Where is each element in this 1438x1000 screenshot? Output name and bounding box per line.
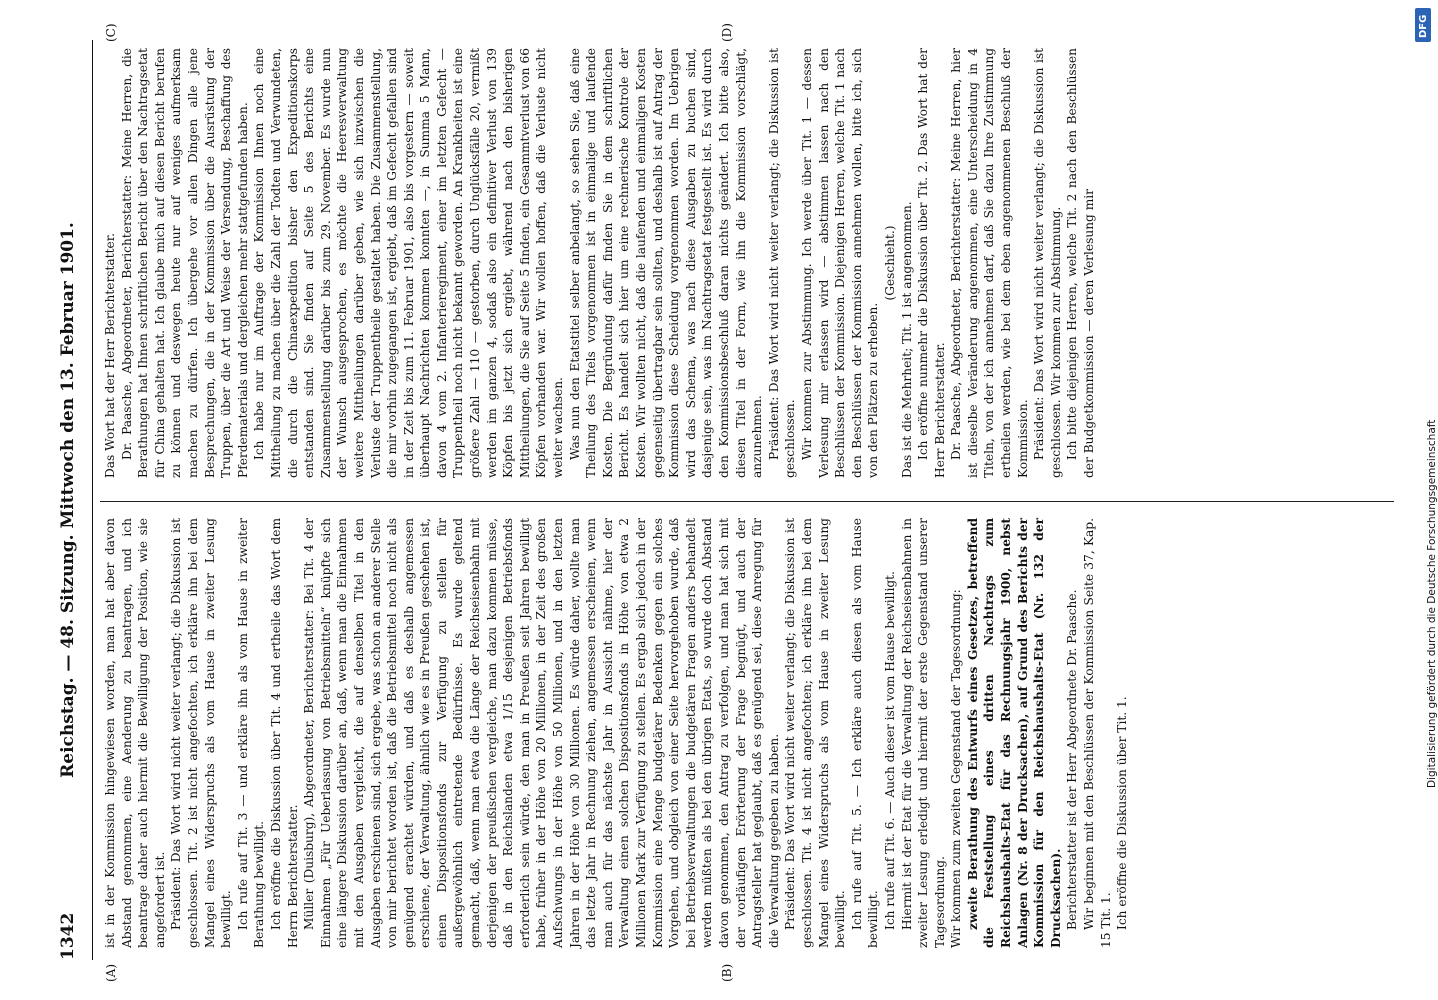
right-column-paragraph: Präsident: Das Wort wird nicht weiter verlangt; die Diskussion ist geschlossen. Wir kommen zur Abstimmung. bbox=[1032, 48, 1063, 478]
left-column-paragraph: Ich rufe auf Tit. 5. — Ich erkläre auch diesen als vom Hause bewilligt. bbox=[849, 518, 881, 948]
right-column-paragraph: Ich habe nur im Auftrage der Kommission Ihnen noch eine Mittheilung zu machen über die Zahl der Todten und Verwundeten, die durch die Chinaexpedition bisher den Expeditionskorps entstanden sind. Sie finden auf Seite 5 des Berichts eine Zusammenstellung darüber bis zum 29. November. Es wurde nun der Wunsch ausgesprochen, es möchte die Heeresverwaltung weitere Mittheilungen darüber geben, wie sich inzwischen die Verluste der Truppentheile gestaltet haben. Die Zusammenstellung, die mir vorhin zugegangen ist, ergiebt, daß im Gefecht gefallen sind in der Zeit bis zum 11. Februar 1901, also bis vorgestern — soweit überhaupt Nachrichten kommen konnten —, in Summa 5 Mann, davon 4 vom 2. Infanterieregiment, einer im letzten Gefecht — Truppentheil noch nicht bekannt geworden. An Krankheiten ist eine größere Zahl — 110 — gestorben, durch Unglücksfälle 20, vermißt werden im ganzen 4, sodaß also ein definitiver Verlust von 139 Köpfen bis jetzt sich ergiebt, während nach den bisherigen Mittheilungen, die Sie auf Seite 5 finden, ein Gesammtverlust von 66 Köpfen vorhanden war. Wir wollen hoffen, daß die Verluste nicht weiter wachsen. bbox=[252, 48, 566, 478]
page-title: Reichstag. — 48. Sitzung. Mittwoch den 13. Februar 1901. bbox=[58, 222, 78, 778]
left-column-paragraph: Präsident: Das Wort wird nicht weiter verlangt; die Diskussion ist geschlossen. Tit. 2 ist nicht angefochten, ich erkläre ihn bei dem Mangel eines Widerspruchs als vom Hause in zweiter Lesung bewilligt. bbox=[169, 518, 234, 948]
right-column-paragraph: (Geschieht.) bbox=[882, 225, 897, 301]
page-number: 1342 bbox=[58, 912, 78, 960]
dfg-logo bbox=[1415, 8, 1431, 42]
right-column bbox=[102, 48, 1394, 478]
marker-a: (A) bbox=[104, 963, 118, 982]
right-column-paragraph: Dr. Paasche, Abgeordneter, Berichterstatter: Meine Herren, die Berathungen hat Ihnen schriftlichen Bericht über den Nachtragsetat für China gehalten hat. Ich glaube mich auf diesen Bericht berufen zu können und deswegen heute nur auf weniges aufmerksam machen zu dürfen. Ich übergehe vor allen Dingen alle jene Besprechungen, die in der Kommission über die Ausrüstung der Truppen, über die Art und Weise der Versendung, Beschaffung des Pferdematerials und dergleichen mehr stattgefunden haben. bbox=[119, 48, 250, 478]
left-column-paragraph: Hiermit ist der Etat für die Verwaltung der Reichseisenbahnen in zweiter Lesung erledigt und hiermit der erste Gegenstand unserer Tagesordnung. bbox=[899, 518, 947, 948]
right-column-paragraph: Ich bitte diejenigen Herren, welche Tit. 2 nach den Beschlüssen der Budgetkommission — deren Verlesung mir bbox=[1065, 48, 1097, 478]
right-column-paragraph: Ich eröffne nunmehr die Diskussion über Tit. 2. Das Wort hat der Herr Berichterstatter. bbox=[916, 48, 947, 478]
marker-c: (C) bbox=[104, 23, 118, 42]
left-column bbox=[102, 518, 1394, 948]
left-column-paragraph: Präsident: Das Wort wird nicht weiter verlangt; die Diskussion ist geschlossen. Tit. 4 ist nicht angefochten; ich erkläre ihn bei dem Mangel eines Widerspruchs als vom Hause in zweiter Lesung bewilligt. bbox=[783, 518, 848, 948]
left-column-paragraph: Berichterstatter ist der Herr Abgeordnete Dr. Paasche. bbox=[1065, 589, 1080, 930]
left-column-paragraph: Müller (Duisburg), Abgeordneter, Berichterstatter: Bei Tit. 4 der Einnahmen „Für Ueberlassung von Betriebsmitteln“ knüpfte sich eine längere Diskussion darüber an, daß, wenn man die Einnahmen mit den Ausgaben vergleicht, die auf denselben Titel in den Ausgaben erschienen sind, sich ergebe, was schon an anderer Stelle von mir berichtet worden ist, daß die Betriebsmittel noch nicht als genügend erachtet würden, und daß es deshalb angemessen erschiene, der Verwaltung, ähnlich wie es in Preußen geschehen ist, einen Dispositionsfonds zur Verfügung zu stellen für außergewöhnlich eintretende Bedürfnisse. Es wurde geltend gemacht, daß, wenn man etwa die Länge der Reichseisenbahn mit derjenigen der preußischen vergleiche, man dazu kommen müsse, daß in den Reichslanden etwa 1/15 desjenigen Betriebsfonds erforderlich sein würde, den man in Preußen seit Jahren bewilligt habe, früher in der Höhe von 20 Millionen, in der Zeit des großen Aufschwungs in der Höhe von 50 Millionen, und in den letzten Jahren in der Höhe von 30 Millionen. Es würde daher, wollte man das letzte Jahr in Rechnung ziehen, angemessen erscheinen, wenn man auch für das nächste Jahr in Aussicht nähme, hier der Verwaltung einen solchen Dispositionsfonds in Höhe von etwa 2 Millionen Mark zur Verfügung zu stellen. Es ergab sich jedoch in der Kommission eine Menge budgetärer Bedenken gegen ein solches Vorgehen, und obgleich von einer Seite hervorgehoben wurde, daß bei Betriebsverwaltungen die budgetären Fragen anders behandelt werden müßten als bei den übrigen Etats, so wurde doch Abstand davon genommen, den Antrag zu verfolgen, und man hat sich mit der vorläufigen Erörterung der Frage begnügt, und auch der Antragsteller hat geglaubt, daß es genügend sei, diese Anregung für die Verwaltung gegeben zu haben. bbox=[302, 518, 781, 948]
dfg-logo-text: DFG bbox=[1418, 14, 1429, 38]
right-column-paragraph: Präsident: Das Wort wird nicht weiter verlangt; die Diskussion ist geschlossen. bbox=[766, 48, 798, 478]
right-column-paragraph: Wir kommen zur Abstimmung. Ich werde über Tit. 1 — dessen Verlesung mir erlassen wird — abstimmen lassen nach den Beschlüssen der Kommission. Diejenigen Herren, welche Tit. 1 nach den Beschlüssen der Kommission annehmen wollen, bitte ich, sich von den Plätzen zu erheben. bbox=[799, 48, 881, 478]
right-column-paragraph: Was nun den Etatstitel selber anbelangt, so sehen Sie, daß eine Theilung des Titels vorgenommen ist in einmalige und laufende Kosten. Die Begründung dafür finden Sie in dem schriftlichen Bericht. Es handelt sich hier um eine rechnerische Kontrole der Kosten. Wir wollten nicht, daß die laufenden und einmaligen Kosten gegenseitig übertragbar sein sollten, und deshalb ist auf Antrag der Kommission diese Scheidung vorgenommen worden. Im Uebrigen wird das Schema, was nach diese Ausgaben zu buchen sind, dasjenige sein, was im Nachtragsetat festgestellt ist. Es wird durch den Kommissionsbeschluß daran nichts geändert. Ich bitte also, diesen Titel in der Form, wie ihn die Kommission vorschlägt, anzunehmen. bbox=[567, 48, 765, 478]
digitization-credit-text: Digitalisierung gefördert durch die Deutsche Forschungsgemeinschaft bbox=[1426, 419, 1438, 788]
left-column-paragraph: Ich eröffne die Diskussion über Tit. 1. bbox=[1115, 696, 1130, 930]
right-column-paragraph: Dr. Paasche, Abgeordneter, Berichterstatter: Meine Herren, hier ist dieselbe Veränderung angenommen, eine Unterscheidung in 4 Titeln, von der ich annehmen darf, daß Sie dazu Ihre Zustimmung ertheilen werden, wie bei dem eben angenommenen Beschluß der Kommission. bbox=[949, 48, 1030, 478]
left-column-paragraph: Ich rufe auf Tit. 6. — Auch dieser ist vom Hause bewilligt. bbox=[882, 571, 897, 930]
column-divider bbox=[100, 501, 1394, 502]
right-column-paragraph: Das ist die Mehrheit; Tit. 1 ist angenommen. bbox=[899, 201, 914, 478]
right-column-paragraph: Das Wort hat der Herr Berichterstatter. bbox=[103, 232, 117, 478]
left-column-paragraph: Wir kommen zum zweiten Gegenstand der Tagesordnung: bbox=[949, 589, 964, 948]
left-column-paragraph: Ich rufe auf Tit. 3 — und erkläre ihn als vom Hause in zweiter Berathung bewilligt. bbox=[235, 518, 267, 948]
left-column-paragraph: zweite Berathung des Entwurfs eines Gesetzes, betreffend die Feststellung eines dritten Nachtrags zum Reichshaushalts-Etat für das Rechnungsjahr 1900, nebst Anlagen (Nr. 8 der Drucksachen), auf Grund des Berichts der Kommission für den Reichshaushalts-Etat (Nr. 132 der Drucksachen). bbox=[965, 518, 1063, 948]
marker-b: (B) bbox=[720, 963, 734, 982]
left-column-paragraph: Ich eröffne die Diskussion über Tit. 4 und ertheile das Wort dem Herrn Berichterstatter. bbox=[268, 518, 300, 948]
marker-d: (D) bbox=[720, 23, 734, 42]
page-header bbox=[58, 40, 88, 960]
header-rule bbox=[92, 40, 93, 960]
left-column-paragraph: Wir beginnen mit den Beschlüssen der Kommission Seite 37, Kap. 15 Tit. 1. bbox=[1082, 518, 1113, 948]
digitization-credit bbox=[1412, 8, 1438, 988]
left-column-paragraph: ist in der Kommission hingewiesen worden, man hat aber davon Abstand genommen, eine Aenderung zu beantragen, und ich beantrage daher auch hiermit die Bewilligung der Position, wie sie angefordert ist. bbox=[103, 518, 167, 948]
